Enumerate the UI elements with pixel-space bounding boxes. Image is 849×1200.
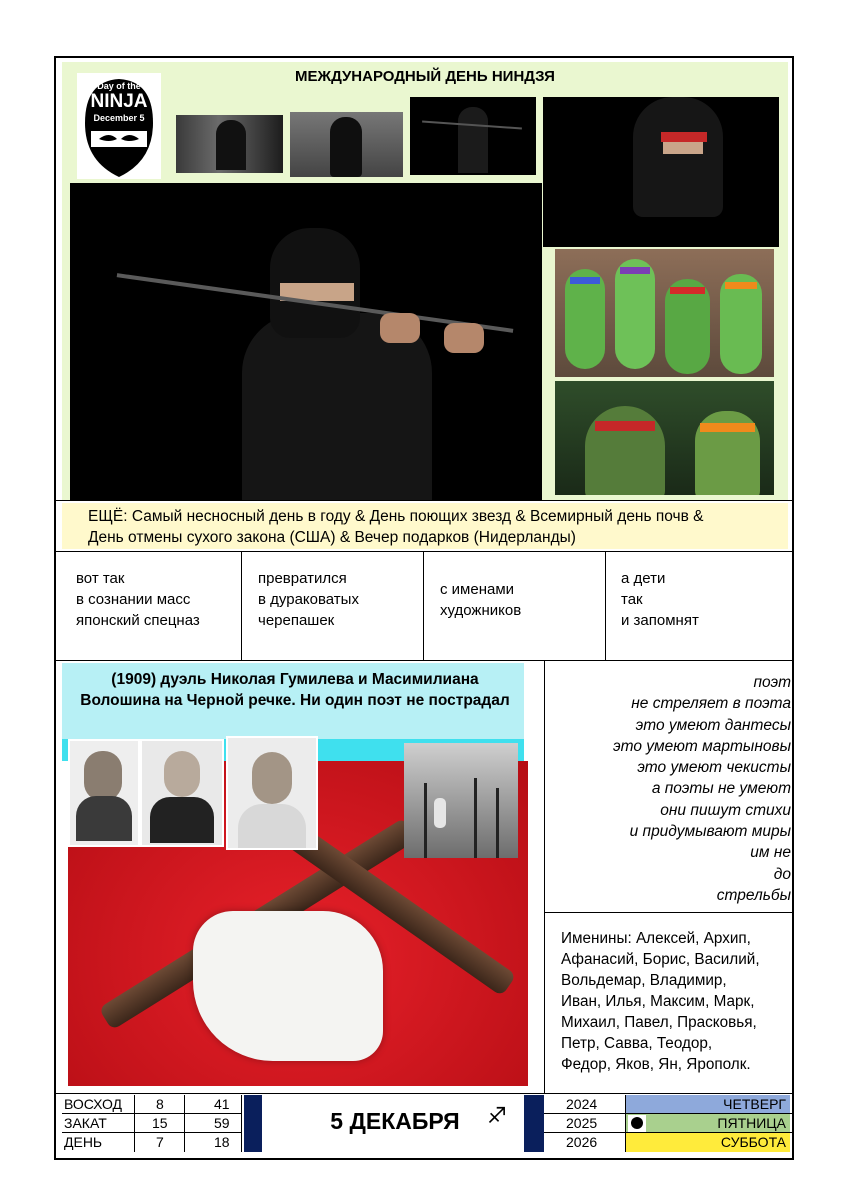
year-2025: 2025: [566, 1115, 598, 1131]
year-2024: 2024: [566, 1096, 598, 1112]
poem-line: стрельбы: [716, 886, 791, 904]
name-days-line: Афанасий, Борис, Василий,: [561, 951, 760, 968]
poem-line: они пишут стихи: [660, 801, 791, 819]
caption-1-line: в сознании масс: [76, 591, 191, 608]
sagittarius-icon: ♐: [487, 1104, 507, 1129]
caption-1-line: японский спецназ: [76, 612, 200, 629]
weekday-2024: ЧЕТВЕРГ: [723, 1096, 786, 1112]
logo-line-3: December 5: [93, 113, 145, 123]
also-line-2: День отмены сухого закона (США) & Вечер подарков (Нидерланды): [88, 529, 576, 546]
name-days: [561, 928, 793, 1075]
portrait-gumilev: [140, 739, 224, 847]
caption-1: [76, 568, 236, 631]
weekday-2026: СУББОТА: [720, 1134, 786, 1150]
ninja-day-logo: [77, 73, 161, 179]
year-2026: 2026: [566, 1134, 598, 1150]
daylength-minutes: 18: [214, 1134, 230, 1150]
ninja-main-photo: [70, 183, 542, 500]
logo-line-1: Day of the: [97, 81, 141, 91]
years-table: [544, 1095, 792, 1152]
also-line-1: ЕЩЁ: Самый несносный день в году & День поющих звезд & Всемирный день почв &: [88, 508, 704, 525]
event-title: (1909) дуэль Николая Гумилева и Масимилиана Волошина на Черной речке. Ни один поэт не пострадал: [80, 671, 510, 709]
sunset-minutes: 59: [214, 1115, 230, 1131]
poem-line: не стреляет в поэта: [631, 695, 791, 713]
poem-line: это умеют чекисты: [637, 759, 791, 777]
navy-bar-left: [244, 1095, 262, 1152]
caption-4-line: так: [621, 591, 643, 608]
caption-2-line: черепашек: [258, 612, 335, 629]
portrait-dmitrieva: [226, 736, 318, 850]
caption-2-line: в дураковатых: [258, 591, 359, 608]
ninja-photo-4: [543, 97, 779, 247]
caption-2: [258, 568, 418, 631]
navy-bar-right: [524, 1095, 544, 1152]
turtles-photo-2: [555, 381, 774, 495]
caption-1-line: вот так: [76, 570, 125, 587]
name-days-line: Федор, Яков, Ян, Ярополк.: [561, 1056, 751, 1073]
river-photo: [404, 743, 518, 858]
sunrise-minutes: 41: [214, 1096, 230, 1112]
caption-4: [621, 568, 781, 631]
ninja-photo-3: [410, 97, 536, 175]
ninja-photo-2: [290, 112, 403, 177]
poem: [541, 672, 791, 906]
name-days-line: Вольдемар, Владимир,: [561, 972, 727, 989]
caption-3-line: с именами: [440, 581, 515, 598]
name-days-line: Именины: Алексей, Архип,: [561, 930, 751, 947]
weekday-2025: ПЯТНИЦА: [717, 1115, 786, 1131]
poem-line: и придумывают миры: [629, 823, 791, 841]
ninja-photo-1: [176, 115, 283, 173]
poem-line: им не: [750, 844, 791, 862]
turtles-photo-1: [555, 249, 774, 377]
sunrise-hours: 8: [156, 1096, 164, 1112]
portrait-voloshin: [68, 739, 140, 847]
daylength-label: ДЕНЬ: [64, 1134, 103, 1150]
poem-line: это умеют дантесы: [635, 716, 791, 734]
name-days-line: Михаил, Павел, Прасковья,: [561, 1014, 757, 1031]
moon-phase-icon: [628, 1115, 646, 1132]
date-text: 5 ДЕКАБРЯ: [330, 1108, 460, 1134]
caption-4-line: а дети: [621, 570, 666, 587]
logo-line-2: NINJA: [90, 91, 148, 112]
sunset-hours: 15: [152, 1115, 168, 1131]
name-days-line: Петр, Савва, Теодор,: [561, 1035, 713, 1052]
poem-line: поэт: [753, 674, 791, 691]
poem-line: а поэты не умеют: [651, 780, 791, 798]
sunrise-label: ВОСХОД: [64, 1096, 123, 1112]
caption-3-line: художников: [440, 602, 522, 619]
sun-table: [62, 1095, 242, 1152]
poem-line: это умеют мартыновы: [613, 737, 791, 755]
page-title: МЕЖДУНАРОДНЫЙ ДЕНЬ НИНДЗЯ: [295, 68, 555, 85]
caption-2-line: превратился: [258, 570, 347, 587]
caption-4-line: и запомнят: [621, 612, 699, 629]
caption-3: [440, 579, 600, 621]
poem-line: до: [773, 865, 791, 883]
daylength-hours: 7: [156, 1134, 164, 1150]
sunset-label: ЗАКАТ: [64, 1115, 107, 1131]
name-days-line: Иван, Илья, Максим, Марк,: [561, 993, 755, 1010]
